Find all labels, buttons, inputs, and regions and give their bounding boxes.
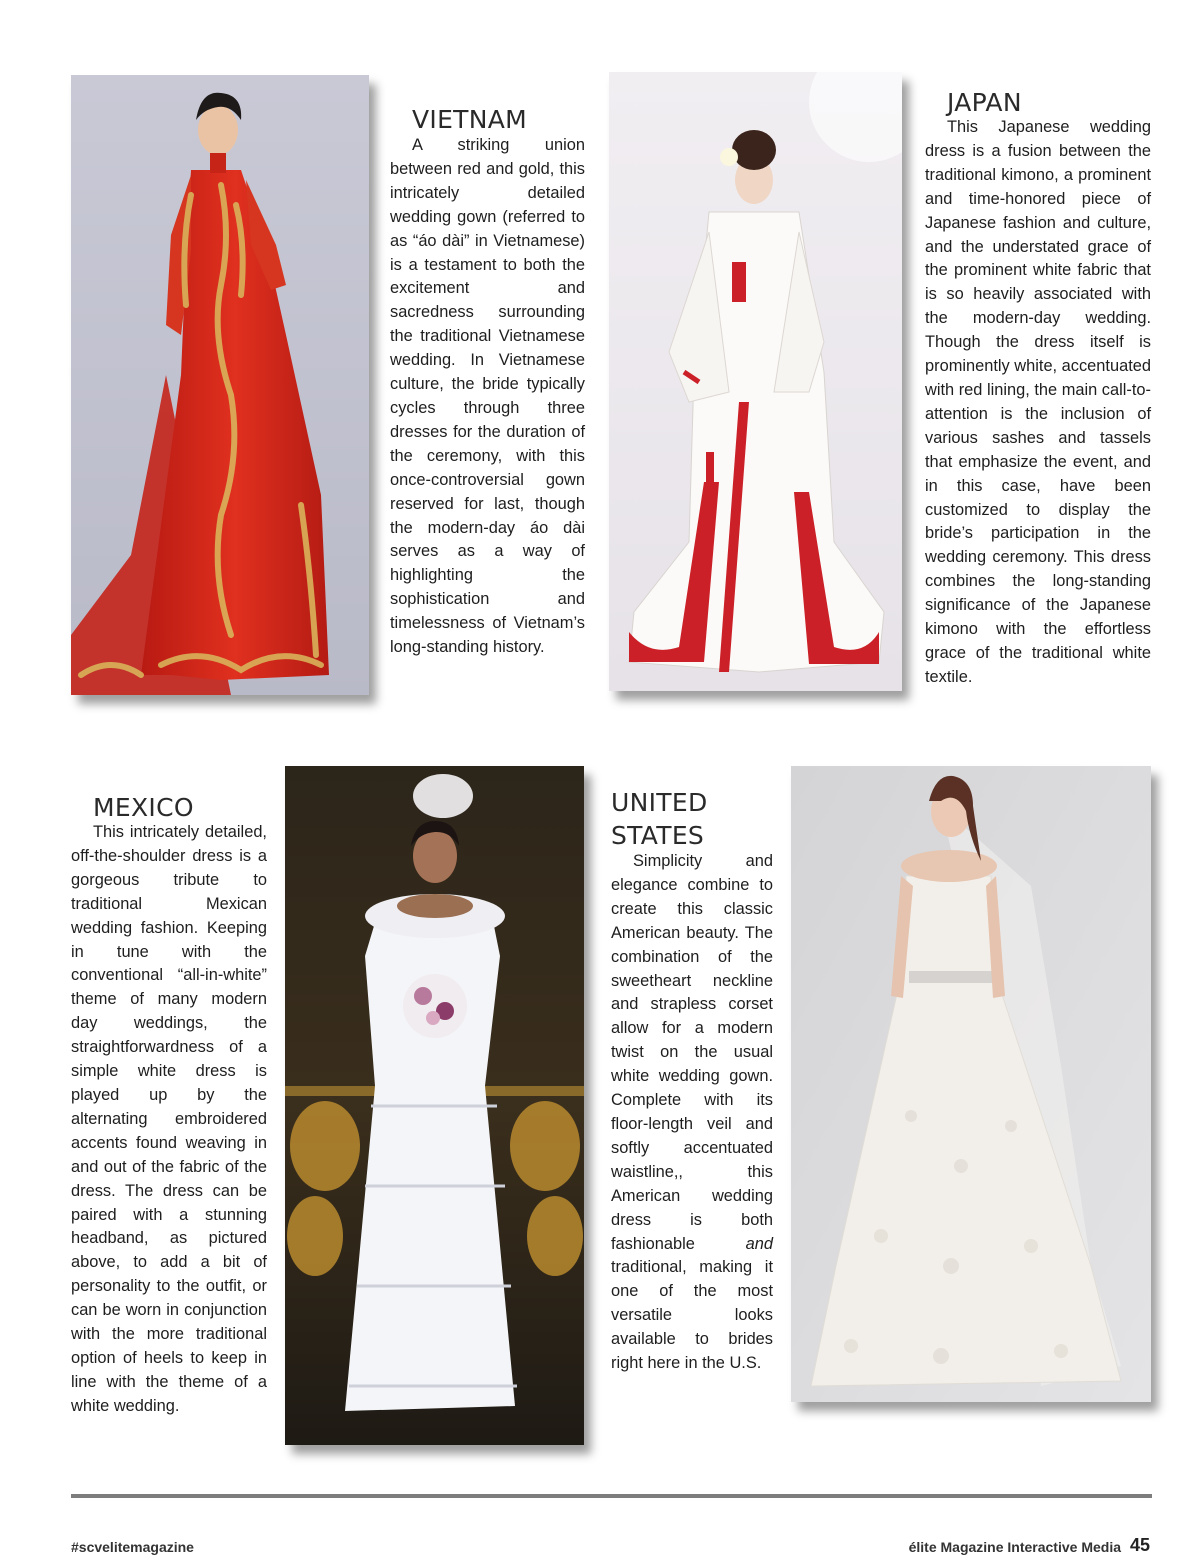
vietnam-body: A striking union between red and gold, this intricately detailed wedding gown (referred to as “áo dài” in Vietnamese) is a testament to both the excitement and sacredness surrounding the traditional Vietnamese wedding. In Vietnamese culture, the bride typically cycles through three dresses for the duration of the ceremony, with this once-controversial gown reserved for last, though the modern-day áo dài serves as a way of highlighting the sophistication and timelessness of Vietnam’s long-standing history.: [390, 136, 585, 657]
united-states-body-end: traditional, making it one of the most versatile looks available to brides right here in the U.S.: [611, 1258, 773, 1373]
japan-kimono-photo: [609, 72, 902, 691]
mexico-body: This intricately detailed, off-the-shoulder dress is a gorgeous tribute to traditional Mexican wedding fashion. Keeping in tune with the conventional “all-in-white” theme of many modern day weddings, the straightforwardness of a simple white dress is played up by the alternating embroidered accents found weaving in and out of the fabric of the dress. The dress can be paired with a stunning headband, as pictured above, to add a bit of personality to the outfit, or can be worn in conjunction with the more traditional option of heels to keep in line with the theme of a white wedding.: [71, 823, 267, 1415]
footer-publication: élite Magazine Interactive Media: [908, 1539, 1121, 1555]
mexico-heading: MEXICO: [93, 793, 194, 822]
united-states-body: [611, 850, 773, 1376]
united-states-heading-line1: UNITED: [611, 788, 708, 817]
united-states-body-start: Simplicity and elegance combine to create this classic American beauty. The combination of the sweetheart neckline and strapless corset allow for a modern twist on the usual white wedding gown. Complete with its floor-length veil and softly accentuated waistline,, this American wedding dress is both fashionable: [611, 852, 773, 1253]
united-states-body-emphasis: and: [745, 1234, 773, 1253]
united-states-gown-photo: [791, 766, 1151, 1402]
united-states-heading: [611, 786, 708, 852]
mexico-dress-photo: [285, 766, 584, 1445]
japan-body: This Japanese wedding dress is a fusion between the traditional kimono, a prominent and time-honored piece of Japanese fashion and culture, and the understated grace of the prominent white fabric that is so heavily associated with the modern-day wedding. Though the dress itself is prominently white, accentuated with red lining, the main call-to-attention is the inclusion of various sashes and tassels that emphasize the event, and in this case, have been customized to display the bride’s participation in the wedding ceremony. This dress combines the long-standing significance of the Japanese kimono with the effortless grace of the traditional white textile.: [925, 118, 1151, 686]
footer-rule: [71, 1494, 1152, 1498]
united-states-heading-line2: STATES: [611, 821, 705, 850]
vietnam-heading: VIETNAM: [412, 105, 528, 134]
footer-hashtag: #scvelitemagazine: [71, 1539, 194, 1555]
japan-heading: JAPAN: [947, 88, 1022, 117]
page-number: 45: [1129, 1535, 1150, 1555]
vietnam-dress-photo: [71, 75, 369, 695]
